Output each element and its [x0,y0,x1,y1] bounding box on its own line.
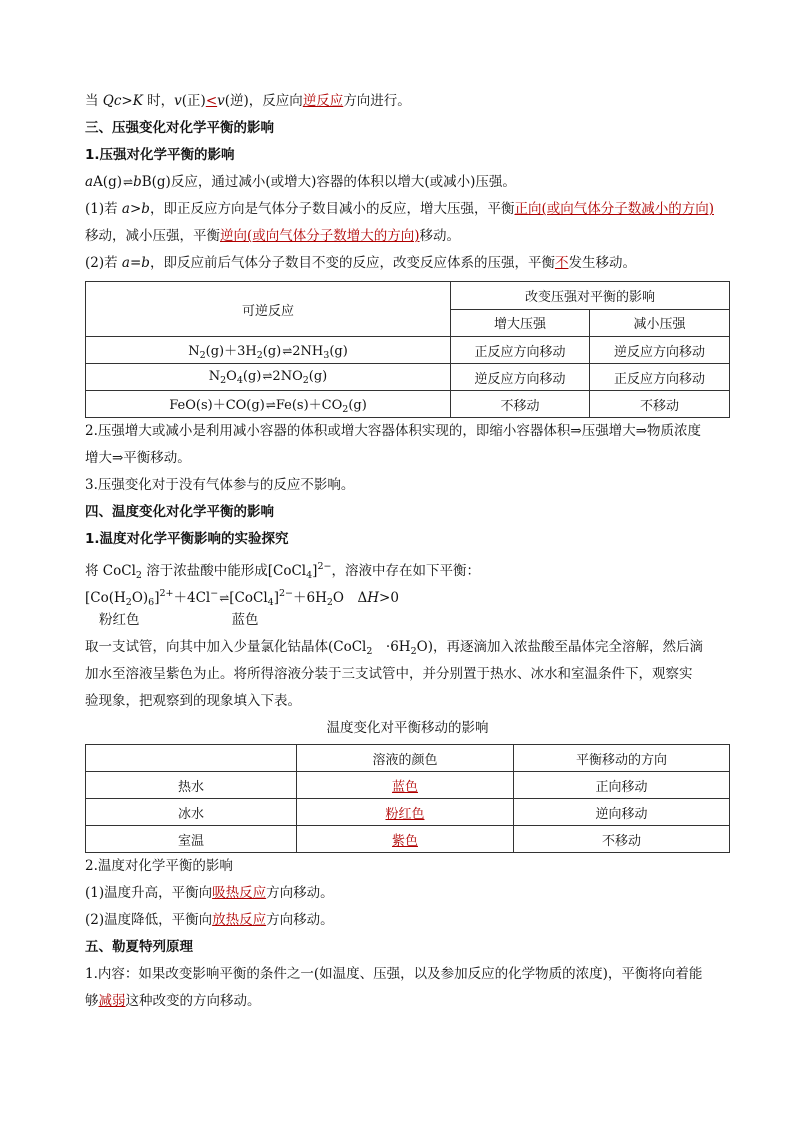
text-line: 取一支试管，向其中加入少量氯化钴晶体(CoCl$_2$ $\cdot 6H_2O$)，再逐滴加入浓盐酸至晶体完全溶解，然后滴 [85,639,703,657]
text-line: 加水至溶液呈紫色为止。将所得溶液分装于三支试管中，并分别置于热水、冰水和室温条件下，观察实 [85,666,693,682]
equilibrium-arrow-icon: ⇌ [265,397,275,412]
text: 发生移动。 [568,255,636,271]
table-cell: 逆向移动 [514,799,730,826]
text: > [129,201,142,217]
table-cell: 正反应方向移动 [590,364,730,391]
table-row [86,799,730,826]
text-line: 1.内容：如果改变影响平衡的条件之一(如温度、压强，以及参加反应的化学物质的浓度)，平衡将向着能 [85,966,703,982]
answer-blank: 正向(或向气体分子数减小的方向) [514,201,714,217]
table-row [86,364,730,391]
answer-blank: 放热反应 [212,912,267,928]
equilibrium-arrow-icon: ⇌ [262,368,272,383]
table-cell: 热水 [86,772,297,799]
table-row [86,826,730,853]
pressure-effect-table [85,281,730,418]
reaction-cell: $N_2(g)+3H_2(g)\rightleftharpoons 2NH_3(g)$ [86,337,451,364]
text-line: 增大⇒平衡移动。 [85,450,191,466]
text: a [121,201,130,217]
equilibrium-arrow-icon: ⇌ [123,175,133,189]
table-cell: 室温 [86,826,297,853]
text: 当 [85,93,103,109]
text: 移动。 [419,228,461,244]
text: (逆)，反应向 [224,93,303,109]
text: B(g)反应，通过减小(或增大)容器的体积以增大(或减小)压强。 [141,174,516,190]
text: (正) [181,93,206,109]
table-header-cell: 平衡移动的方向 [514,745,730,772]
answer-blank: 粉红色 [385,806,425,822]
table-header-cell: 增大压强 [451,309,590,337]
text: 移动，减小压强，平衡 [85,228,220,244]
text-line [85,250,730,277]
table-cell [297,826,514,853]
text: v [174,93,182,109]
temperature-effect-table [85,744,730,853]
table-cell [297,772,514,799]
answer-blank: 吸热反应 [212,885,267,901]
section-heading: 四、温度变化对化学平衡的影响 [85,504,274,520]
color-labels-line [85,607,730,634]
text: b [141,201,150,217]
color-label: 粉红色 [99,612,140,628]
section-heading: 五、勒夏特列原理 [85,939,193,955]
table-cell: 不移动 [590,391,730,418]
reaction-cell: $FeO(s)+CO(g)\rightleftharpoons Fe(s)+CO_2(g)$ [86,391,451,418]
table-header-cell [86,745,297,772]
text: ，即正反应方向是气体分子数目减小的反应，增大压强，平衡 [149,201,515,217]
text-line: 够减弱这种改变的方向移动。 [85,993,261,1009]
table-title: 温度变化对平衡移动的影响 [326,720,489,736]
table-cell: 冰水 [86,799,297,826]
subsection-heading: 1.压强对化学平衡的影响 [85,147,235,163]
text: a [85,174,94,190]
table-cell: 不移动 [514,826,730,853]
table-row [86,337,730,364]
table-cell: 逆反应方向移动 [590,337,730,364]
answer-blank: 逆向(或向气体分子数增大的方向) [220,228,420,244]
answer-blank: 减弱 [98,993,126,1009]
answer-blank: 逆反应 [302,93,344,109]
text-line [85,223,730,250]
text-line: 将 CoCl$_2$ 溶于浓盐酸中能形成[CoCl$_4$]$^{2-}$，溶液中存在如下平衡： [85,561,480,580]
text: a [121,255,130,271]
table-cell: 逆反应方向移动 [451,364,590,391]
table-row [86,772,730,799]
text-line: 3.压强变化对于没有气体参与的反应不影响。 [85,477,355,493]
color-label: 蓝色 [231,612,259,628]
text-line: (2)温度降低，平衡向放热反应方向移动。 [85,912,334,928]
text: A(g) [93,174,122,190]
subsection-heading: 1.温度对化学平衡影响的实验探究 [85,531,289,547]
text-line: 验现象，把观察到的现象填入下表。 [85,693,301,709]
answer-blank: < [205,93,218,109]
text: ，即反应前后气体分子数目不变的反应，改变反应体系的压强，平衡 [149,255,555,271]
text: 时， [142,93,175,109]
text: = [129,255,142,271]
text-line: 2.压强增大或减小是利用减小容器的体积或增大容器体积实现的，即缩小容器体积⇒压强增大⇒物质浓度 [85,423,702,439]
table-header-cell: 可逆反应 [86,282,451,337]
table-row [86,391,730,418]
answer-blank: 紫色 [391,833,418,849]
text: Qc>K [102,93,143,109]
text: (1)若 [85,201,122,217]
document-page [85,88,730,1015]
table-header-cell: 溶液的颜色 [297,745,514,772]
table-header-cell: 减小压强 [590,309,730,337]
table-header-cell: 改变压强对平衡的影响 [451,282,730,310]
text-line [85,196,730,223]
text: b [133,174,142,190]
answer-blank: 不 [554,255,569,271]
text: 方向进行。 [343,93,411,109]
equation-line: $[Co(H_2O)_6]^{2+}+4Cl^-\rightleftharpoons[CoCl_4]^{2-}+6H_2O$ ΔH>0 [85,580,730,607]
table-cell: 不移动 [451,391,590,418]
answer-blank: 蓝色 [391,779,418,795]
reaction-cell: $N_2O_4(g)\rightleftharpoons 2NO_2(g)$ [86,364,451,391]
table-cell: 正反应方向移动 [451,337,590,364]
equilibrium-arrow-icon: ⇌ [219,591,229,605]
equation-line [85,169,730,196]
text-line [85,88,730,115]
table-cell: 正向移动 [514,772,730,799]
text: (2)若 [85,255,122,271]
equilibrium-arrow-icon: ⇌ [282,343,292,358]
table-cell [297,799,514,826]
text-line: 2.温度对化学平衡的影响 [85,858,233,874]
text-line: (1)温度升高，平衡向吸热反应方向移动。 [85,885,334,901]
text: b [141,255,150,271]
section-heading: 三、压强变化对化学平衡的影响 [85,120,274,136]
text: v [217,93,225,109]
